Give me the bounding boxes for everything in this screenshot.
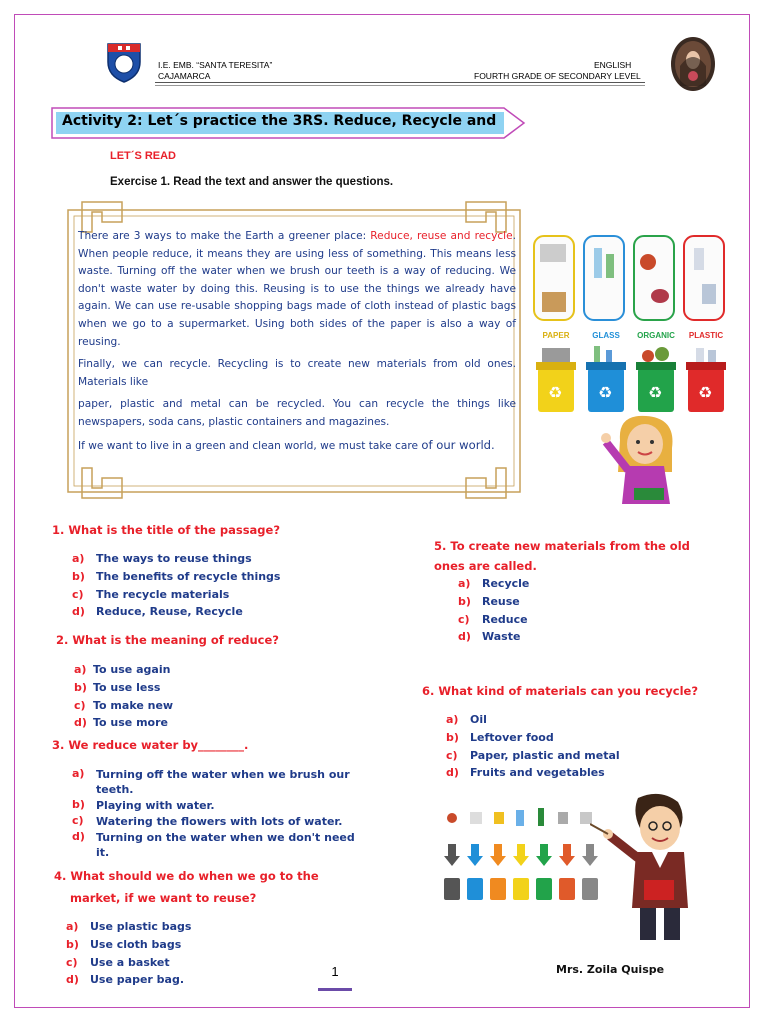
question-6-option-c[interactable]: c) Paper, plastic and metal: [446, 748, 620, 762]
teacher-signature: Mrs. Zoila Quispe: [556, 963, 665, 976]
question-3-option-b[interactable]: b) Playing with water.: [72, 798, 215, 812]
saint-portrait: [670, 36, 716, 92]
question-3-title: 3. We reduce water by________.: [52, 738, 249, 752]
question-1-option-c[interactable]: c) The recycle materials: [72, 587, 230, 601]
recycling-bins: [536, 344, 728, 416]
question-4-title-line2: market, if we want to reuse?: [70, 891, 257, 905]
lets-read-heading: LET´S READ: [110, 150, 176, 162]
question-2-option-d[interactable]: d) To use more: [74, 716, 169, 730]
header-divider: [155, 82, 645, 83]
svg-text:♻: ♻: [698, 383, 713, 402]
school-city: CAJAMARCA: [158, 71, 211, 81]
question-6-option-b[interactable]: b) Leftover food: [446, 730, 554, 744]
bin-label-plastic: PLASTIC: [688, 331, 724, 340]
question-6-options: [446, 713, 620, 784]
question-3-options: [72, 767, 362, 861]
question-5-option-a[interactable]: a) Recycle: [458, 577, 530, 590]
question-2-option-b[interactable]: b) To use less: [74, 680, 161, 694]
question-4-option-d[interactable]: d) Use paper bag.: [66, 973, 185, 987]
passage-p2: Finally, we can recycle. Recycling is to create new materials from old ones. Materials like: [78, 358, 516, 388]
question-3-option-a[interactable]: a) Turning off the water when we brush our teeth.: [72, 767, 350, 796]
svg-text:♻: ♻: [548, 383, 563, 402]
question-5-option-c[interactable]: c) Reduce: [458, 612, 528, 626]
bin-label-organic: ORGANIC: [637, 331, 675, 340]
activity-title: Activity 2: Let´s practice the 3RS. Reduce, Recycle and: [62, 113, 497, 129]
sorting-arrows-illustration: [440, 806, 606, 902]
teacher-girl-illustration: [598, 412, 682, 508]
svg-text:♻: ♻: [648, 383, 663, 402]
passage-p1-highlight: Reduce, reuse and recycle: [370, 230, 513, 242]
school-crest-icon: [104, 40, 144, 84]
passage-p4-end: of our world.: [421, 437, 495, 452]
school-name: I.E. EMB. “SANTA TERESITA”: [158, 60, 273, 70]
question-1-option-d[interactable]: d) Reduce, Reuse, Recycle: [72, 605, 243, 619]
bin-label-glass: GLASS: [592, 331, 620, 340]
question-5-title-line1: 5. To create new materials from the old: [434, 539, 690, 553]
question-1-option-a[interactable]: a) The ways to reuse things: [72, 552, 252, 565]
question-6-title: 6. What kind of materials can you recycle?: [422, 684, 698, 698]
question-6-option-d[interactable]: d) Fruits and vegetables: [446, 766, 605, 780]
question-5-option-b[interactable]: b) Reuse: [458, 594, 520, 608]
question-5-options: [458, 577, 529, 648]
question-2-option-a[interactable]: a) To use again: [74, 663, 171, 676]
teacher-boy-illustration: [590, 788, 710, 948]
svg-text:♻: ♻: [598, 383, 613, 402]
question-6-option-a[interactable]: a) Oil: [446, 713, 487, 726]
question-4-option-b[interactable]: b) Use cloth bags: [66, 937, 182, 951]
question-5-option-d[interactable]: d) Waste: [458, 630, 521, 644]
question-5-title-line2: ones are called.: [434, 559, 537, 573]
grade-label: FOURTH GRADE OF SECONDARY LEVEL: [474, 71, 641, 81]
question-1-option-b[interactable]: b) The benefits of recycle things: [72, 569, 281, 583]
question-4-option-c[interactable]: c) Use a basket: [66, 955, 170, 969]
page-number-text: 1: [331, 964, 339, 979]
passage-p4-start: If we want to live in a green and clean world, we must take care: [78, 439, 422, 452]
question-1-title: 1. What is the title of the passage?: [52, 523, 281, 537]
activity-banner: [50, 106, 526, 140]
question-4-title-line1: 4. What should we do when we go to the: [54, 869, 319, 883]
question-2-options: [74, 663, 173, 734]
question-2-option-c[interactable]: c) To make new: [74, 698, 174, 712]
waste-sorting-illustration: [530, 234, 730, 324]
reading-passage: [78, 228, 516, 460]
passage-p1-start: There are 3 ways to make the Earth a greener place:: [78, 230, 371, 242]
question-2-title: 2. What is the meaning of reduce?: [56, 633, 279, 647]
question-3-option-c[interactable]: c) Watering the flowers with lots of water.: [72, 814, 343, 828]
exercise-instruction: Exercise 1. Read the text and answer the questions.: [110, 176, 394, 188]
page-number: [318, 964, 352, 990]
subject-label: ENGLISH: [594, 60, 632, 70]
bin-label-paper: PAPER: [542, 331, 570, 340]
passage-p3: paper, plastic and metal can be recycled. You can recycle the things like newspapers, soda cans, plastic containers and magazines.: [78, 398, 516, 428]
page-number-underline: [318, 988, 352, 991]
passage-p1-rest: . When people reduce, it means they are using less of something. This means less waste. Turning off the water when we brush our teeth is a way of reducing. We don't waste water by doing this. Reusing is to use the things we already have again. We can use re-usable shopping bags made of cloth instead of plastic bags when we go to a supermarket. Using both sides of the paper is also a way of reusing.: [78, 230, 516, 348]
question-1-options: [72, 552, 280, 623]
question-3-option-d[interactable]: d) Turning on the water when we don't need it.: [72, 830, 355, 859]
question-4-option-a[interactable]: a) Use plastic bags: [66, 920, 192, 933]
question-4-options: [66, 920, 191, 991]
header-divider-2: [155, 85, 645, 86]
